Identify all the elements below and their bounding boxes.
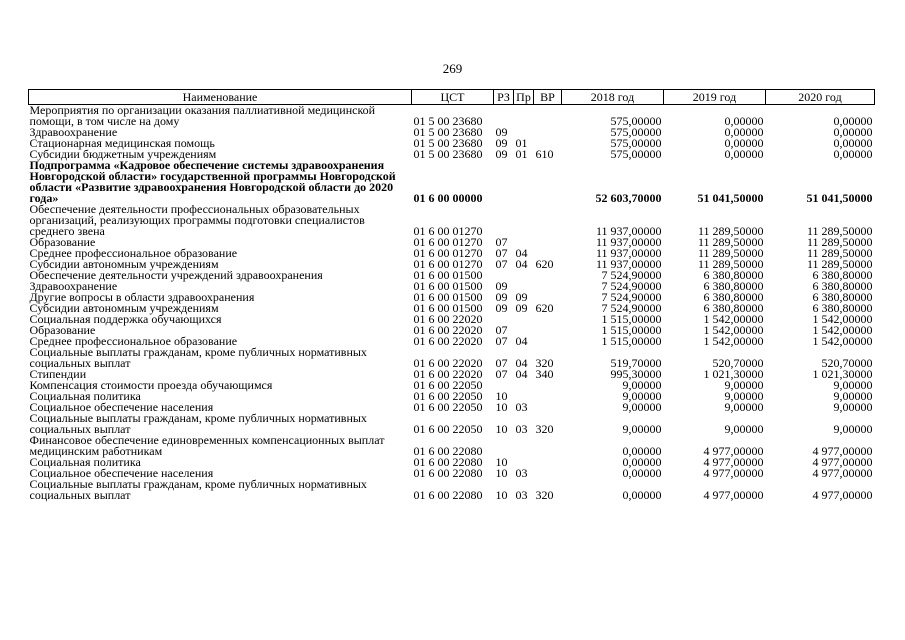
row-value-2020: 4 977,00000 xyxy=(812,488,873,502)
row-rz: 10 xyxy=(495,422,508,436)
row-value-2018: 11 937,00000 xyxy=(595,257,662,271)
row-value-2018: 1 515,00000 xyxy=(601,312,662,326)
row-value-2019: 11 289,50000 xyxy=(697,246,764,260)
row-value-2019: 6 380,80000 xyxy=(703,301,764,315)
row-value-2018: 11 937,00000 xyxy=(595,246,662,260)
row-name: Социальная поддержка обучающихся xyxy=(29,312,222,326)
row-value-2019: 51 041,50000 xyxy=(697,191,764,205)
row-value-2020: 11 289,50000 xyxy=(806,246,873,260)
row-value-2019: 11 289,50000 xyxy=(697,224,764,238)
header-name: Наименование xyxy=(29,90,412,105)
row-value-2018: 9,00000 xyxy=(622,389,662,403)
row-value-2018: 575,00000 xyxy=(610,125,662,139)
row-value-2018: 9,00000 xyxy=(622,400,662,414)
header-2020: 2020 год xyxy=(766,90,875,105)
row-pr: 04 xyxy=(515,356,528,370)
row-cst: 01 6 00 22050 xyxy=(413,400,483,414)
row-cst: 01 6 00 22050 xyxy=(413,378,483,392)
row-name: Стационарная медицинская помощь xyxy=(29,136,215,150)
row-rz: 10 xyxy=(495,455,508,469)
row-value-2019: 6 380,80000 xyxy=(703,279,764,293)
row-name: Субсидии автономным учреждениям xyxy=(29,257,219,271)
row-value-2018: 0,00000 xyxy=(622,466,662,480)
row-value-2018: 52 603,70000 xyxy=(595,191,662,205)
row-value-2019: 1 542,00000 xyxy=(703,323,764,337)
row-value-2018: 11 937,00000 xyxy=(595,224,662,238)
row-name: Социальная политика xyxy=(29,455,141,469)
row-value-2018: 9,00000 xyxy=(622,378,662,392)
row-name: Мероприятия по организации оказания паллиативной медицинской помощи, в том числе на дому xyxy=(29,103,376,128)
row-cst: 01 6 00 22020 xyxy=(413,323,483,337)
table-body xyxy=(29,105,875,502)
row-value-2019: 11 289,50000 xyxy=(697,235,764,249)
row-value-2018: 7 524,90000 xyxy=(601,279,662,293)
row-rz: 07 xyxy=(495,257,508,271)
row-pr: 03 xyxy=(515,488,528,502)
row-value-2019: 0,00000 xyxy=(724,136,764,150)
row-cst: 01 6 00 22050 xyxy=(413,389,483,403)
row-vr: 620 xyxy=(535,301,554,315)
row-value-2018: 575,00000 xyxy=(610,147,662,161)
table-row xyxy=(29,347,875,369)
row-rz: 09 xyxy=(495,290,508,304)
row-value-2018: 1 515,00000 xyxy=(601,334,662,348)
row-rz: 07 xyxy=(495,356,508,370)
row-vr xyxy=(534,270,562,281)
row-pr: 04 xyxy=(515,367,528,381)
row-cst: 01 6 00 01270 xyxy=(413,246,483,260)
row-cst: 01 6 00 22020 xyxy=(413,312,483,326)
row-value-2018: 7 524,90000 xyxy=(601,268,662,282)
row-value-2020: 9,00000 xyxy=(833,400,873,414)
row-cst: 01 6 00 01500 xyxy=(413,290,483,304)
row-rz: 07 xyxy=(495,334,508,348)
row-rz: 10 xyxy=(495,466,508,480)
row-value-2018: 575,00000 xyxy=(610,136,662,150)
row-vr xyxy=(534,380,562,391)
row-value-2019: 1 542,00000 xyxy=(703,312,764,326)
row-cst: 01 6 00 22020 xyxy=(413,356,483,370)
row-cst: 01 6 00 22020 xyxy=(413,334,483,348)
row-value-2019: 4 977,00000 xyxy=(703,455,764,469)
row-value-2019: 0,00000 xyxy=(724,114,764,128)
row-value-2019: 9,00000 xyxy=(724,378,764,392)
row-cst: 01 6 00 01500 xyxy=(413,301,483,315)
row-vr xyxy=(534,468,562,479)
row-value-2020: 1 021,30000 xyxy=(812,367,873,381)
row-value-2020: 0,00000 xyxy=(833,114,873,128)
row-value-2019: 4 977,00000 xyxy=(703,466,764,480)
row-name: Социальные выплаты гражданам, кроме публичных нормативных социальных выплат xyxy=(29,411,367,436)
row-vr: 320 xyxy=(535,422,554,436)
row-pr xyxy=(514,160,534,204)
row-value-2018: 0,00000 xyxy=(622,444,662,458)
row-name: Подпрограмма «Кадровое обеспечение системы здравоохранения Новгородской области» государственной программы Новгородской области «Развитие здравоохранения Новгородской области до 2020 года» xyxy=(29,158,396,205)
row-value-2019: 1 021,30000 xyxy=(703,367,764,381)
row-pr: 03 xyxy=(515,466,528,480)
row-value-2020: 1 542,00000 xyxy=(812,312,873,326)
row-vr: 320 xyxy=(535,356,554,370)
row-name: Социальное обеспечение населения xyxy=(29,400,214,414)
row-name: Здравоохранение xyxy=(29,279,118,293)
row-name: Образование xyxy=(29,235,96,249)
row-vr xyxy=(534,435,562,457)
row-vr: 620 xyxy=(535,257,554,271)
row-vr xyxy=(534,391,562,402)
row-cst: 01 6 00 22080 xyxy=(413,488,483,502)
row-cst: 01 6 00 22080 xyxy=(413,444,483,458)
row-value-2020: 51 041,50000 xyxy=(806,191,873,205)
row-rz xyxy=(494,160,514,204)
row-value-2019: 9,00000 xyxy=(724,389,764,403)
row-cst: 01 6 00 22080 xyxy=(413,455,483,469)
row-value-2020: 9,00000 xyxy=(833,422,873,436)
row-name: Субсидии автономным учреждениям xyxy=(29,301,219,315)
row-rz: 07 xyxy=(495,235,508,249)
row-vr: 320 xyxy=(535,488,554,502)
row-name: Среднее профессиональное образование xyxy=(29,246,238,260)
row-rz: 09 xyxy=(495,147,508,161)
table-row xyxy=(29,479,875,501)
row-value-2018: 1 515,00000 xyxy=(601,323,662,337)
row-value-2019: 11 289,50000 xyxy=(697,257,764,271)
row-rz: 10 xyxy=(495,488,508,502)
row-vr xyxy=(534,127,562,138)
row-vr: 340 xyxy=(535,367,554,381)
row-value-2018: 995,30000 xyxy=(610,367,662,381)
row-cst: 01 6 00 01500 xyxy=(413,268,483,282)
row-cst: 01 5 00 23680 xyxy=(413,125,483,139)
header-pr: Пр xyxy=(514,90,534,105)
row-rz: 09 xyxy=(495,136,508,150)
row-pr: 03 xyxy=(515,400,528,414)
row-value-2020: 6 380,80000 xyxy=(812,279,873,293)
row-vr xyxy=(534,160,562,204)
row-cst: 01 5 00 23680 xyxy=(413,136,483,150)
row-cst: 01 6 00 01270 xyxy=(413,235,483,249)
row-value-2019: 9,00000 xyxy=(724,400,764,414)
row-value-2020: 6 380,80000 xyxy=(812,290,873,304)
row-value-2019: 0,00000 xyxy=(724,147,764,161)
header-2019: 2019 год xyxy=(664,90,766,105)
row-rz xyxy=(494,105,514,128)
header-cst: ЦСТ xyxy=(412,90,494,105)
row-pr xyxy=(514,435,534,457)
row-rz: 10 xyxy=(495,389,508,403)
page-number: 269 xyxy=(442,61,463,76)
row-value-2019: 4 977,00000 xyxy=(703,488,764,502)
row-value-2020: 11 289,50000 xyxy=(806,257,873,271)
row-value-2020: 0,00000 xyxy=(833,147,873,161)
row-cst: 01 6 00 22020 xyxy=(413,367,483,381)
row-vr xyxy=(534,457,562,468)
row-vr xyxy=(534,105,562,128)
row-value-2019: 0,00000 xyxy=(724,125,764,139)
row-rz xyxy=(494,204,514,237)
row-pr: 01 xyxy=(515,147,528,161)
row-value-2020: 1 542,00000 xyxy=(812,334,873,348)
row-pr: 04 xyxy=(515,334,528,348)
row-name: Социальные выплаты гражданам, кроме публичных нормативных социальных выплат xyxy=(29,345,367,370)
row-value-2018: 11 937,00000 xyxy=(595,235,662,249)
row-name: Финансовое обеспечение единовременных компенсационных выплат медицинским работникам xyxy=(29,433,385,458)
row-name: Социальные выплаты гражданам, кроме публичных нормативных социальных выплат xyxy=(29,477,367,502)
row-cst: 01 5 00 23680 xyxy=(413,114,483,128)
row-pr xyxy=(514,314,534,325)
row-value-2020: 4 977,00000 xyxy=(812,444,873,458)
row-cst: 01 6 00 22050 xyxy=(413,422,483,436)
row-name: Здравоохранение xyxy=(29,125,118,139)
row-pr: 04 xyxy=(515,246,528,260)
header-vr: ВР xyxy=(534,90,562,105)
row-vr xyxy=(534,237,562,248)
header-rz: РЗ xyxy=(494,90,514,105)
table-row xyxy=(29,105,875,128)
row-value-2020: 520,70000 xyxy=(821,356,873,370)
row-vr xyxy=(534,336,562,347)
row-value-2018: 0,00000 xyxy=(622,455,662,469)
row-value-2020: 4 977,00000 xyxy=(812,455,873,469)
row-name: Образование xyxy=(29,323,96,337)
row-rz: 10 xyxy=(495,400,508,414)
row-value-2018: 519,70000 xyxy=(610,356,662,370)
row-rz: 07 xyxy=(495,323,508,337)
row-name: Обеспечение деятельности профессиональных образовательных организаций, реализующих программы подготовки специалистов среднего звена xyxy=(29,202,365,238)
row-value-2020: 1 542,00000 xyxy=(812,323,873,337)
row-rz: 07 xyxy=(495,246,508,260)
row-pr: 01 xyxy=(515,136,528,150)
row-pr xyxy=(514,270,534,281)
row-value-2019: 6 380,80000 xyxy=(703,268,764,282)
row-value-2020: 9,00000 xyxy=(833,389,873,403)
row-vr xyxy=(534,281,562,292)
row-name: Субсидии бюджетным учреждениям xyxy=(29,147,217,161)
row-pr xyxy=(514,105,534,128)
row-value-2019: 1 542,00000 xyxy=(703,334,764,348)
table-row xyxy=(29,204,875,237)
row-value-2020: 11 289,50000 xyxy=(806,235,873,249)
row-value-2018: 0,00000 xyxy=(622,488,662,502)
budget-table xyxy=(28,89,875,501)
row-value-2020: 11 289,50000 xyxy=(806,224,873,238)
table-row xyxy=(29,413,875,435)
header-2018: 2018 год xyxy=(562,90,664,105)
row-rz: 09 xyxy=(495,301,508,315)
row-rz: 09 xyxy=(495,125,508,139)
row-vr xyxy=(534,204,562,237)
row-name: Среднее профессиональное образование xyxy=(29,334,238,348)
row-cst: 01 6 00 01270 xyxy=(413,257,483,271)
row-vr: 610 xyxy=(535,147,554,161)
row-value-2018: 575,00000 xyxy=(610,114,662,128)
row-pr xyxy=(514,380,534,391)
row-pr: 09 xyxy=(515,290,528,304)
table-row xyxy=(29,435,875,457)
row-value-2018: 7 524,90000 xyxy=(601,301,662,315)
row-name: Обеспечение деятельности учреждений здравоохранения xyxy=(29,268,323,282)
row-value-2018: 7 524,90000 xyxy=(601,290,662,304)
table-row xyxy=(29,160,875,204)
row-cst: 01 6 00 01270 xyxy=(413,224,483,238)
row-name: Другие вопросы в области здравоохранения xyxy=(29,290,255,304)
row-name: Социальное обеспечение населения xyxy=(29,466,214,480)
row-vr xyxy=(534,402,562,413)
row-pr xyxy=(514,204,534,237)
row-pr: 04 xyxy=(515,257,528,271)
row-name: Стипендии xyxy=(29,367,87,381)
row-value-2018: 9,00000 xyxy=(622,422,662,436)
row-rz: 09 xyxy=(495,279,508,293)
row-value-2020: 0,00000 xyxy=(833,125,873,139)
row-cst: 01 6 00 22080 xyxy=(413,466,483,480)
row-name: Компенсация стоимости проезда обучающимся xyxy=(29,378,273,392)
row-value-2020: 9,00000 xyxy=(833,378,873,392)
row-cst: 01 6 00 00000 xyxy=(413,191,483,205)
row-value-2020: 4 977,00000 xyxy=(812,466,873,480)
row-rz: 07 xyxy=(495,367,508,381)
row-name: Социальная политика xyxy=(29,389,141,403)
row-value-2019: 9,00000 xyxy=(724,422,764,436)
row-pr: 09 xyxy=(515,301,528,315)
row-value-2020: 6 380,80000 xyxy=(812,301,873,315)
row-cst: 01 5 00 23680 xyxy=(413,147,483,161)
row-cst: 01 6 00 01500 xyxy=(413,279,483,293)
row-value-2019: 4 977,00000 xyxy=(703,444,764,458)
row-value-2019: 6 380,80000 xyxy=(703,290,764,304)
row-value-2020: 6 380,80000 xyxy=(812,268,873,282)
row-pr: 03 xyxy=(515,422,528,436)
row-vr xyxy=(534,325,562,336)
row-value-2019: 520,70000 xyxy=(712,356,764,370)
row-value-2020: 0,00000 xyxy=(833,136,873,150)
row-vr xyxy=(534,314,562,325)
row-rz xyxy=(494,435,514,457)
